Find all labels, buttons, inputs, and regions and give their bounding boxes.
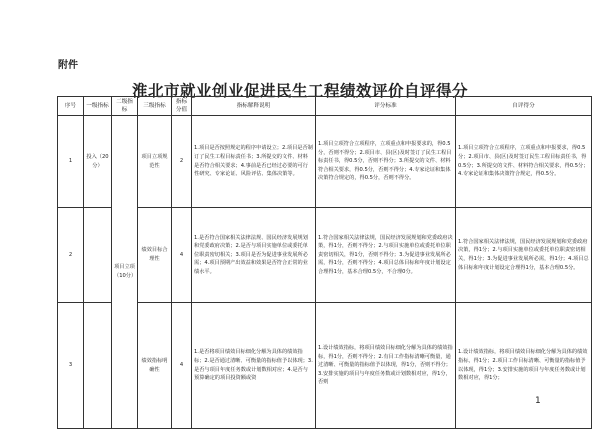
cell-level3: 绩效指标明确性: [138, 303, 172, 429]
table-row: [58, 208, 592, 303]
cell-level1: [84, 208, 112, 303]
cell-level1: [84, 303, 112, 429]
header-seq: 序号: [58, 97, 84, 116]
cell-seq: 2: [58, 208, 84, 303]
cell-self-score: 1.设计绩效指标，将项目绩效目标细化分解为具体的绩效指标，得1分；2.项目工作目标清晰、可衡量的指标值予以体现，得1分；3.安排实施的项目与年度任务数或计划数相对应，得1分；: [456, 303, 592, 429]
cell-level3: 绩效目标合理性: [138, 208, 172, 303]
header-level2: 二级指标: [112, 97, 138, 116]
cell-explanation: 1.项目是否按照规定的程序申请设立；2.项目是否制订了民生工程目标责任书；3.所提交的文件、材料是否符合相关要求；4.事前是否已经过必要的可行性研究、专家论证、风险评估、集体决策等。: [192, 116, 316, 208]
header-level3: 三级指标: [138, 97, 172, 116]
annex-label: 附件: [58, 60, 78, 71]
cell-level1: 投入（20分）: [84, 116, 112, 208]
header-self-score: 自评得分: [456, 97, 592, 116]
table-header-row: [58, 97, 592, 116]
page-number: 1: [535, 396, 541, 406]
table-row: [58, 116, 592, 208]
cell-standard: 1.符合国家相关法律法规，国民经济发展规划和党委政府决策，得1分，否则不得分；2.与项目实施单位或委托单位职责密切相关，得1分，否则不得分；3.为促进事业发展所必需，得1分，否则不得分；4.项目总体目标和年度计划设定合理得1分，基本合理0.5分，不合理0分。: [316, 208, 456, 303]
cell-explanation: 1.是否将项目绩效目标细化分解为具体的绩效指标；2.是否通过清晰、可衡量的指标值予以体现；3.是否与项目年度任务数或计划数相对应；4.是否与预算确定的项目投资额或资: [192, 303, 316, 429]
header-level1: 一级指标: [84, 97, 112, 116]
table-row: [58, 303, 592, 429]
header-standard: 评分标准: [316, 97, 456, 116]
cell-score: 2: [172, 116, 192, 208]
cell-level3: 项目立项规范性: [138, 116, 172, 208]
cell-score: 4: [172, 208, 192, 303]
cell-level2: 项目立项（10分）: [112, 116, 138, 429]
evaluation-table: [57, 96, 592, 429]
cell-explanation: 1.是否符合国家相关法律法规、国民经济发展规划和党委政府决策；2.是否与项目实施单位或委托单位职责密切相关；3.项目是否为促进事业发展所必需；4.项目预期产出效益和效果是否符合正常的业绩水平。: [192, 208, 316, 303]
header-score: 指标分值: [172, 97, 192, 116]
cell-standard: 1.设计绩效指标，将项目绩效目标细化分解为具体的绩效指标，得1分，否则不得分；2.有目工作指标清晰可衡量，通过清晰、可衡量的指标值予以体现，得1分，否则不得分；3.安排实施的项目与年度任务数或计划数相对应，得1分，否则: [316, 303, 456, 429]
header-explanation: 指标解释说明: [192, 97, 316, 116]
cell-score: 4: [172, 303, 192, 429]
cell-self-score: 1.项目立项符合立项程序，立项重点和申报要求，得0.5分；2.项目市、县(区)及时签订民生工程目标责任书，得0.5分；3.所提交的文件、材料符合相关要求，得0.5分；4.专家论证和集体决策符合规定，得0.5分。: [456, 116, 592, 208]
cell-self-score: 1.符合国家相关法律法规，国民经济发展规划和党委政府决策，得1分；2.与项目实施单位或委托单位职责密切相关，得1分；3.为促进事业发展所必需，得1分；4.项目总体目标和年度计划设定合理得1分，基本合理0.5分。: [456, 208, 592, 303]
cell-seq: 3: [58, 303, 84, 429]
cell-seq: 1: [58, 116, 84, 208]
document-title: 淮北市就业创业促进民生工程绩效评价自评得分: [131, 82, 468, 100]
cell-standard: 1.项目立项符合立项程序，立项重点和申报要求的，得0.5分，否则不得分；2.项目市、县(区)及时签订了民生工程目标责任书，得0.5分，否则不得分；3.所提交的文件、材料符合相关要求，得0.5分，否则不得分；4.专家论证和集体决策符合规定的，得0.5分，否则不得分。: [316, 116, 456, 208]
